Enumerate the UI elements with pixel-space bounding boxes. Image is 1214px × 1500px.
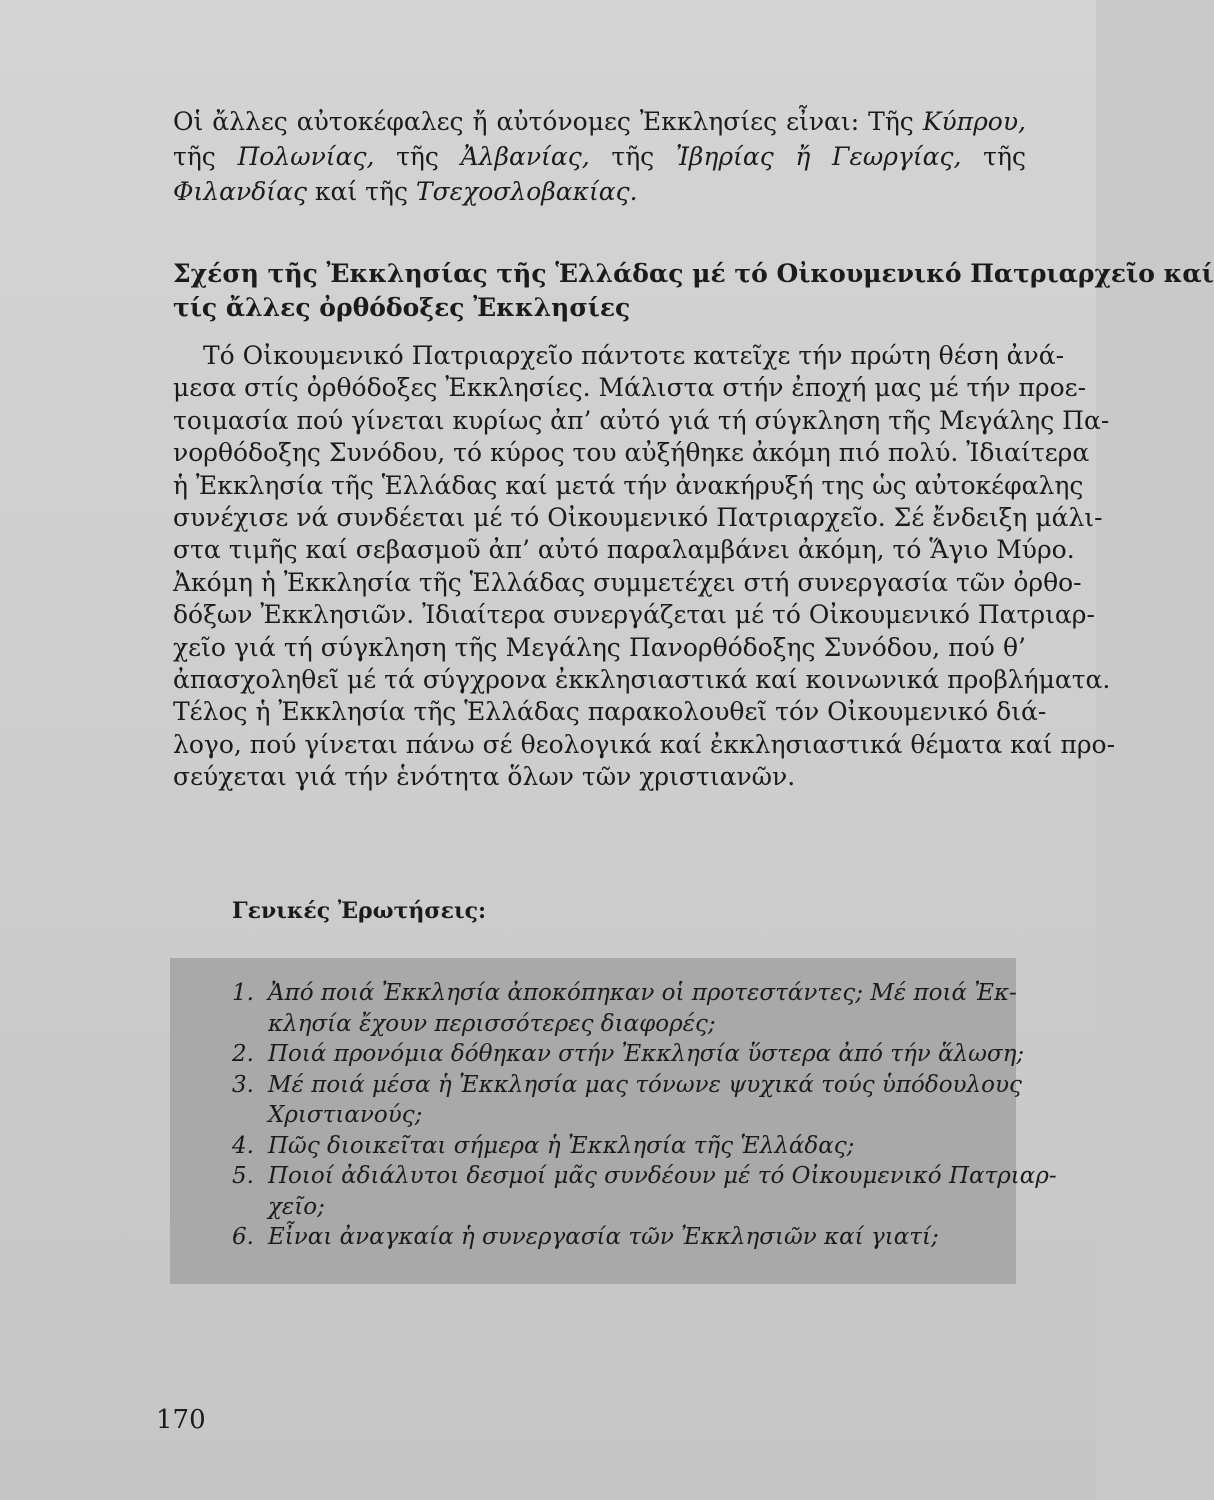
church-cyprus: Κύπρου,	[922, 107, 1026, 136]
question-line: Μέ ποιά μέσα ἡ Ἐκκλησία μας τόνωνε ψυχικά τούς ὑπόδουλους	[268, 1071, 1022, 1098]
questions-heading: Γενικές Ἐρωτήσεις:	[232, 898, 487, 924]
question-line: Ποιά προνόμια δόθηκαν στήν Ἐκκλησία ὕστερα ἀπό τήν ἅλωση;	[268, 1041, 1025, 1067]
question-item	[170, 1222, 1016, 1253]
body-line: ἡ Ἐκκλησία τῆς Ἑλλάδας καί μετά τήν ἀνακήρυξή της ὡς αὐτοκέφαλης	[173, 470, 1084, 500]
body-line: λογο, πού γίνεται πάνω σέ θεολογικά καί ἐκκλησιαστικά θέματα καί προ-	[173, 729, 1116, 759]
question-line: Πῶς διοικεῖται σήμερα ἡ Ἐκκλησία τῆς Ἑλλάδας;	[268, 1132, 855, 1159]
question-line: χεῖο;	[268, 1193, 325, 1220]
question-line: Ἀπό ποιά Ἐκκλησία ἀποκόπηκαν οἱ προτεστάντες; Μέ ποιά Ἐκ-	[268, 980, 1017, 1006]
body-line: ἀπασχοληθεῖ μέ τά σύγχρονα ἐκκλησιαστικά καί κοινωνικά προβλήματα.	[173, 665, 1111, 695]
question-number: 6.	[232, 1224, 254, 1250]
section-heading-line-2: τίς ἄλλες ὀρθόδοξες Ἐκκλησίες	[173, 293, 631, 322]
page-number: 170	[156, 1405, 206, 1435]
body-line: στα τιμῆς καί σεβασμοῦ ἀπ’ αὐτό παραλαμβάνει ἀκόμη, τό Ἅγιο Μύρο.	[173, 535, 1075, 565]
church-iberia: Ἰβηρίας ἤ Γεωργίας,	[675, 142, 962, 171]
question-item	[170, 1161, 1057, 1222]
section-heading-line-1: Σχέση τῆς Ἐκκλησίας τῆς Ἑλλάδας μέ τό Οἰκουμενικό Πατριαρχεῖο καί	[173, 259, 1214, 288]
body-line: μεσα στίς ὀρθόδοξες Ἐκκλησίες. Μάλιστα στήν ἐποχή μας μέ τήν προε-	[173, 373, 1087, 403]
question-line: Ποιοί ἀδιάλυτοι δεσμοί μᾶς συνδέουν μέ τό Οἰκουμενικό Πατριαρ-	[268, 1163, 1057, 1189]
body-line: Τέλος ἡ Ἐκκλησία τῆς Ἑλλάδας παρακολουθεῖ τόν Οἰκουμενικό διά-	[173, 697, 1047, 727]
church-finland: Φιλανδίας	[173, 177, 307, 206]
question-line: κλησία ἔχουν περισσότερες διαφορές;	[268, 1010, 716, 1037]
question-item	[170, 1070, 1022, 1131]
questions-box	[170, 958, 1057, 1284]
body-line: συνέχισε νά συνδέεται μέ τό Οἰκουμενικό Πατριαρχεῖο. Σέ ἔνδειξη μάλι-	[173, 503, 1103, 533]
body-line: σεύχεται γιά τήν ἑνότητα ὅλων τῶν χριστιανῶν.	[173, 762, 796, 792]
question-number: 5.	[232, 1163, 254, 1189]
section-heading	[173, 257, 1214, 325]
question-line: Χριστιανούς;	[268, 1102, 423, 1128]
body-line: Τό Οἰκουμενικό Πατριαρχεῖο πάντοτε κατεῖχε τήν πρώτη θέση ἀνά-	[203, 341, 1065, 370]
church-poland: Πολωνίας,	[237, 142, 375, 171]
question-number: 2.	[232, 1041, 254, 1067]
question-item	[170, 978, 1016, 1039]
question-line: Εἶναι ἀναγκαία ἡ συνεργασία τῶν Ἐκκλησιῶν καί γιατί;	[268, 1224, 939, 1250]
body-line: Ἀκόμη ἡ Ἐκκλησία τῆς Ἑλλάδας συμμετέχει στή συνεργασία τῶν ὀρθο-	[173, 567, 1082, 597]
church-czechoslovakia: Τσεχοσλοβακίας.	[415, 177, 638, 206]
body-line: χεῖο γιά τή σύγκληση τῆς Μεγάλης Πανορθόδοξης Συνόδου, πού θ’	[173, 632, 1026, 662]
intro-prefix: Οἱ ἄλλες αὐτοκέφαλες ἤ αὐτόνομες Ἐκκλησίες εἶναι: Τῆς	[173, 107, 923, 136]
body-line: νορθόδοξης Συνόδου, τό κύρος του αὐξήθηκε ἀκόμη πιό πολύ. Ἰδιαίτερα	[173, 438, 1090, 468]
intro-paragraph: Οἱ ἄλλες αὐτοκέφαλες ἤ αὐτόνομες Ἐκκλησίες εἶναι: Τῆς Κύπρου, τῆς Πολωνίας, τῆς Ἀλβανίας, τῆς Ἰβηρίας ἤ Γεωργίας, τῆς Φιλανδίας καί τῆς Τσεχοσλοβακίας.	[173, 107, 1026, 206]
question-number: 3.	[232, 1071, 254, 1098]
question-number: 1.	[232, 980, 254, 1006]
body-paragraph	[173, 340, 1116, 794]
questions-list	[170, 978, 1057, 1253]
body-line: δόξων Ἐκκλησιῶν. Ἰδιαίτερα συνεργάζεται μέ τό Οἰκουμενικό Πατριαρ-	[173, 600, 1095, 630]
church-albania: Ἀλβανίας,	[460, 142, 590, 171]
question-number: 4.	[232, 1132, 254, 1159]
body-line: τοιμασία πού γίνεται κυρίως ἀπ’ αὐτό γιά τή σύγκληση τῆς Μεγάλης Πα-	[173, 405, 1110, 435]
question-item	[170, 1131, 1016, 1162]
question-item	[170, 1039, 1025, 1070]
